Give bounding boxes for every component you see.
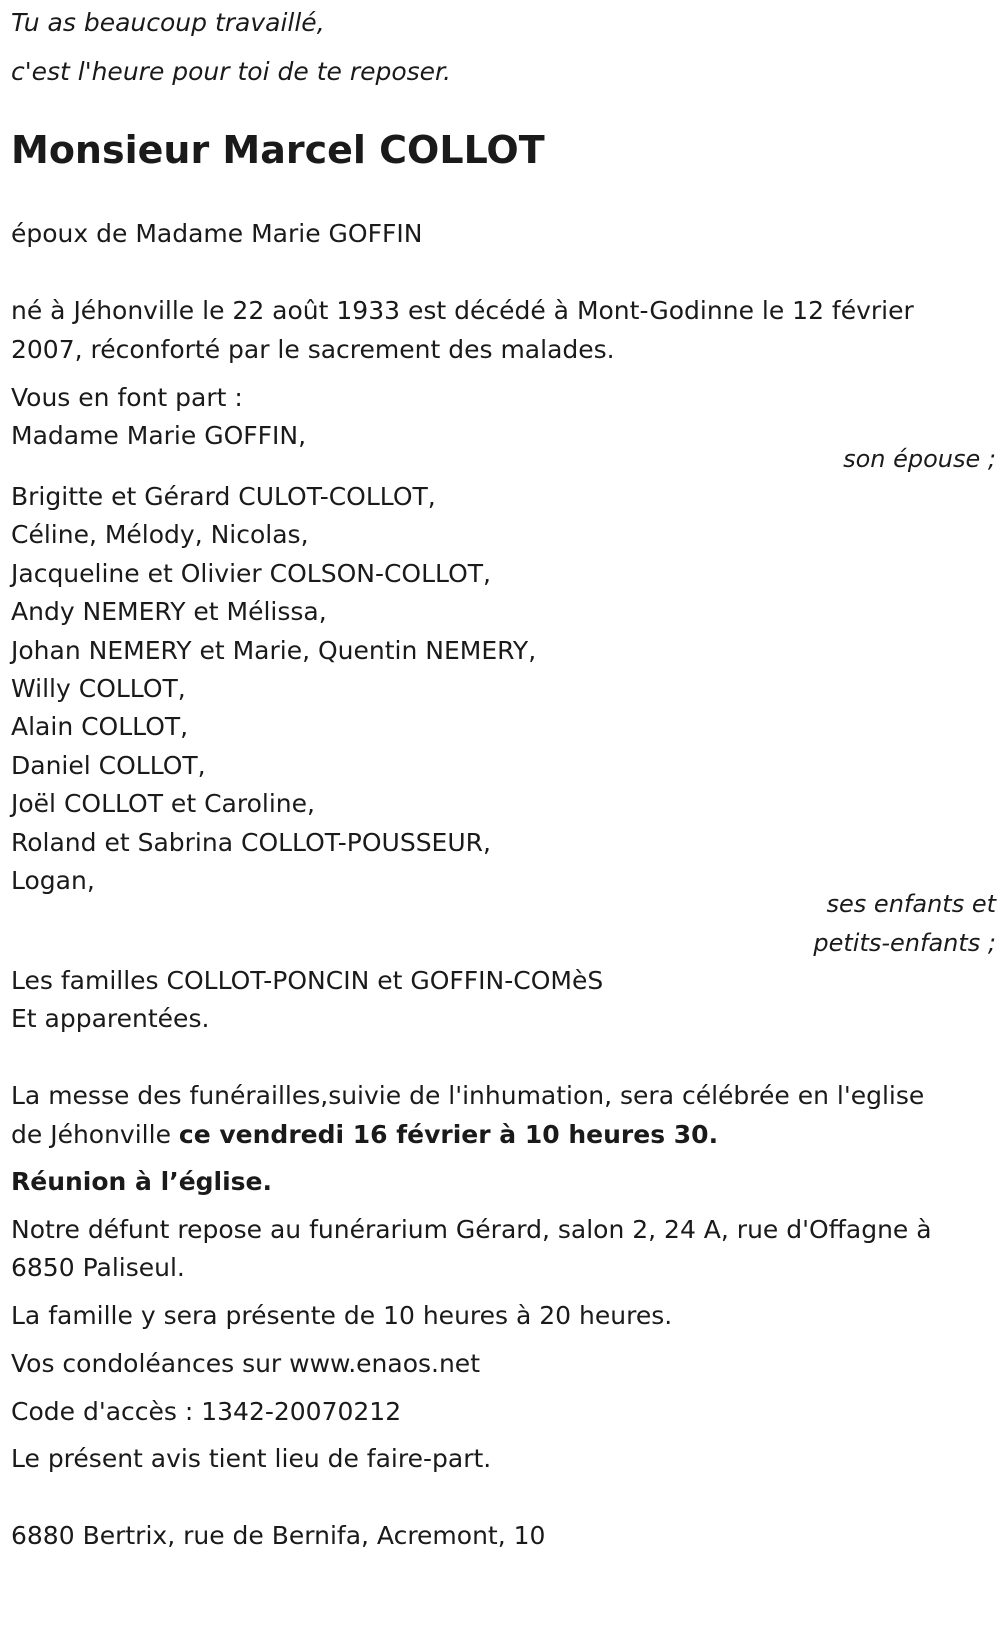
child-line: Logan, — [11, 866, 95, 895]
condolences-line: Vos condoléances sur www.enaos.net — [11, 1349, 480, 1378]
birth-death-line-1: né à Jéhonville le 22 août 1933 est décédé à Mont-Godinne le 12 février — [11, 296, 914, 325]
notice-line: Le présent avis tient lieu de faire-part. — [11, 1444, 492, 1473]
presence-line: La famille y sera présente de 10 heures à 20 heures. — [11, 1301, 673, 1330]
birth-death-line-2: 2007, réconforté par le sacrement des malades. — [11, 335, 615, 364]
child-line: Johan NEMERY et Marie, Quentin NEMERY, — [11, 636, 537, 665]
spouse-name: Madame Marie GOFFIN, — [11, 421, 307, 450]
funeral-line-1: La messe des funérailles,suivie de l'inhumation, sera célébrée en l'eglise — [11, 1081, 925, 1110]
epitaph-line-1: Tu as beaucoup travaillé, — [11, 8, 325, 37]
child-line: Daniel COLLOT, — [11, 751, 206, 780]
funeral-date-time: ce vendredi 16 février à 10 heures 30. — [178, 1120, 719, 1149]
children-role-line-2: petits-enfants ; — [813, 929, 996, 957]
spouse-line: époux de Madame Marie GOFFIN — [11, 219, 423, 248]
child-line: Céline, Mélody, Nicolas, — [11, 520, 309, 549]
rest-line-1: Notre défunt repose au funérarium Gérard, salon 2, 24 A, rue d'Offagne à — [11, 1215, 932, 1244]
spouse-role: son épouse ; — [843, 445, 996, 473]
child-line: Alain COLLOT, — [11, 712, 189, 741]
child-line: Roland et Sabrina COLLOT-POUSSEUR, — [11, 828, 491, 857]
access-code-line: Code d'accès : 1342-20070212 — [11, 1397, 402, 1426]
child-line: Andy NEMERY et Mélissa, — [11, 597, 327, 626]
reunion-line: Réunion à l’église. — [11, 1167, 273, 1196]
obituary-notice — [11, 0, 996, 1629]
child-line: Jacqueline et Olivier COLSON-COLLOT, — [11, 559, 491, 588]
child-line: Willy COLLOT, — [11, 674, 186, 703]
funeral-line-2 — [11, 1120, 718, 1150]
announce-intro: Vous en font part : — [11, 383, 243, 412]
address-line: 6880 Bertrix, rue de Bernifa, Acremont, 10 — [11, 1521, 546, 1550]
families-line-1: Les familles COLLOT-PONCIN et GOFFIN-COMèS — [11, 966, 604, 995]
rest-line-2: 6850 Paliseul. — [11, 1253, 185, 1282]
epitaph-line-2: c'est l'heure pour toi de te reposer. — [11, 57, 451, 86]
children-role-line-1: ses enfants et — [826, 890, 996, 918]
families-line-2: Et apparentées. — [11, 1004, 210, 1033]
child-line: Joël COLLOT et Caroline, — [11, 789, 315, 818]
funeral-location: de Jéhonville — [11, 1120, 179, 1149]
deceased-name: Monsieur Marcel COLLOT — [11, 128, 545, 172]
child-line: Brigitte et Gérard CULOT-COLLOT, — [11, 482, 436, 511]
